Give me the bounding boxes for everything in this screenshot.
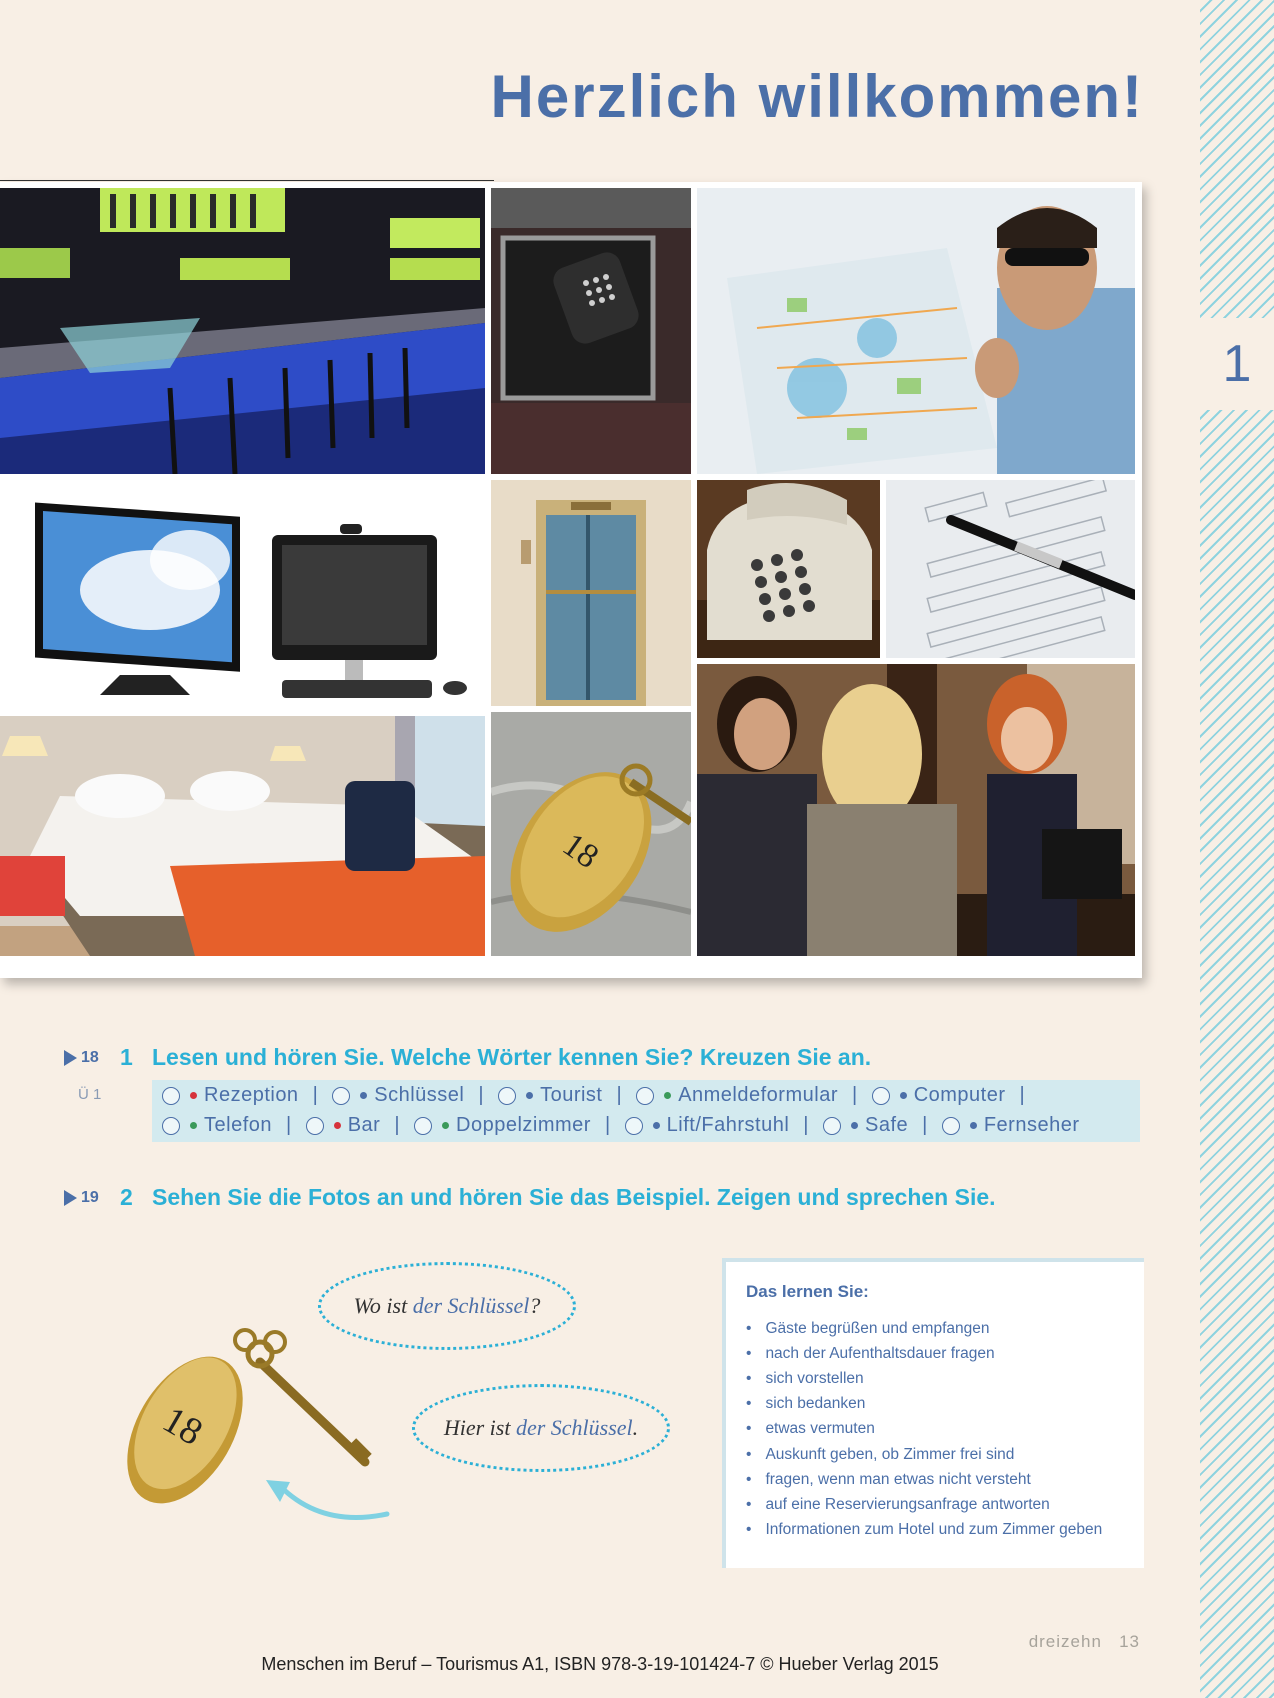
learning-goals-title: Das lernen Sie: [746, 1282, 869, 1301]
photo-room-key [491, 712, 691, 956]
learning-goal-item: • Informationen zum Hotel und zum Zimmer geben [746, 1518, 1102, 1543]
vocabulary-word: Safe [864, 1114, 909, 1136]
vocabulary-item[interactable] [942, 1114, 1080, 1137]
photo-collage [0, 182, 1142, 978]
separator: | [922, 1114, 928, 1136]
photo-reception [697, 664, 1135, 956]
checkbox-circle-icon[interactable] [414, 1117, 432, 1135]
gender-dot [900, 1092, 907, 1099]
vocabulary-word: Doppelzimmer [456, 1114, 591, 1136]
learning-goal-item: • Auskunft geben, ob Zimmer frei sind [746, 1442, 1102, 1467]
play-triangle-icon [64, 1190, 77, 1206]
vocabulary-item[interactable] [414, 1114, 591, 1137]
page-title: Herzlich willkommen! [490, 63, 1144, 130]
gender-dot [653, 1122, 660, 1129]
vocabulary-word: Fernseher [983, 1114, 1080, 1136]
vocabulary-item[interactable] [306, 1114, 381, 1137]
vocabulary-word: Tourist [540, 1084, 603, 1106]
vocabulary-word: Anmeldeformular [678, 1084, 838, 1106]
vocabulary-item[interactable] [498, 1084, 602, 1107]
gender-dot [664, 1092, 671, 1099]
photo-elevator [491, 480, 691, 706]
checkbox-circle-icon[interactable] [162, 1117, 180, 1135]
title-rule [0, 180, 494, 181]
separator: | [803, 1114, 809, 1136]
vocabulary-word: Rezeption [204, 1084, 299, 1106]
photo-safe [491, 188, 691, 474]
learning-goal-item: • etwas vermuten [746, 1417, 1102, 1442]
learning-goal-item: • auf eine Reservierungsanfrage antworten [746, 1492, 1102, 1517]
vocabulary-line-1 [162, 1084, 1039, 1107]
gender-dot [190, 1092, 197, 1099]
checkbox-circle-icon[interactable] [162, 1087, 180, 1105]
gender-dot [851, 1122, 858, 1129]
exercise-1-heading [64, 1044, 871, 1071]
learning-goals-list [746, 1316, 1102, 1543]
learning-goals-box [722, 1258, 1144, 1568]
curved-arrow-icon [262, 1472, 392, 1532]
footer-copyright: Menschen im Beruf – Tourismus A1, ISBN 978-3-19-101424-7 © Hueber Verlag 2015 [261, 1654, 939, 1674]
exercise-2-heading [64, 1184, 996, 1211]
audio-track-19[interactable]: 19 [64, 1189, 120, 1207]
separator: | [851, 1084, 858, 1106]
vocabulary-item[interactable] [332, 1084, 464, 1107]
checkbox-circle-icon[interactable] [823, 1117, 841, 1135]
vocabulary-checklist [152, 1080, 1140, 1142]
vocabulary-word: Telefon [204, 1114, 272, 1136]
gender-dot [442, 1122, 449, 1129]
learning-goal-item: • fragen, wenn man etwas nicht versteht [746, 1467, 1102, 1492]
vocabulary-word: Schlüssel [374, 1084, 465, 1106]
gender-dot [526, 1092, 533, 1099]
photo-telephone [697, 480, 880, 658]
page-number: dreizehn 13 [1028, 1632, 1140, 1651]
chapter-number: 1 [1200, 318, 1274, 410]
gender-dot [190, 1122, 197, 1129]
vocabulary-line-2 [162, 1114, 1080, 1137]
checkbox-circle-icon[interactable] [306, 1117, 324, 1135]
checkbox-circle-icon[interactable] [872, 1087, 890, 1105]
exercise-instruction: Lesen und hören Sie. Welche Wörter kennen Sie? Kreuzen Sie an. [152, 1044, 872, 1070]
checkbox-circle-icon[interactable] [636, 1087, 654, 1105]
workbook-reference: Ü 1 [78, 1086, 102, 1103]
checkbox-circle-icon[interactable] [498, 1087, 516, 1105]
key-tag-number: 18 [155, 1398, 210, 1454]
checkbox-circle-icon[interactable] [942, 1117, 960, 1135]
gender-dot [334, 1122, 341, 1129]
vocabulary-item[interactable] [872, 1084, 1006, 1107]
learning-goal-item: • nach der Aufenthaltsdauer fragen [746, 1341, 1102, 1366]
play-triangle-icon [64, 1050, 77, 1066]
vocabulary-word: Bar [347, 1114, 381, 1136]
photo-double-room [0, 716, 485, 956]
separator: | [1019, 1084, 1026, 1106]
vocabulary-word: Computer [913, 1084, 1006, 1106]
separator: | [616, 1084, 623, 1106]
vocabulary-item[interactable] [636, 1084, 838, 1107]
gender-dot [360, 1092, 367, 1099]
checkbox-circle-icon[interactable] [625, 1117, 643, 1135]
photo-registration-form [886, 480, 1135, 658]
separator: | [478, 1084, 485, 1106]
learning-goal-item: • Gäste begrüßen und empfangen [746, 1316, 1102, 1341]
learning-goal-item: • sich vorstellen [746, 1366, 1102, 1391]
checkbox-circle-icon[interactable] [332, 1087, 350, 1105]
svg-text:18: 18 [555, 826, 606, 876]
exercise-instruction: Sehen Sie die Fotos an und hören Sie das Beispiel. Zeigen und sprechen Sie. [152, 1184, 996, 1210]
vocabulary-item[interactable] [162, 1114, 272, 1137]
vocabulary-item[interactable] [823, 1114, 908, 1137]
speech-bubble-answer: Hier ist der Schlüssel . [412, 1384, 670, 1472]
audio-track-18[interactable]: 18 [64, 1049, 120, 1067]
separator: | [286, 1114, 292, 1136]
separator: | [394, 1114, 401, 1136]
hatched-margin [1200, 0, 1274, 1698]
learning-goal-item: • sich bedanken [746, 1392, 1102, 1417]
gender-dot [970, 1122, 977, 1129]
vocabulary-item[interactable] [625, 1114, 790, 1137]
exercise-number: 1 [120, 1044, 133, 1070]
vocabulary-word: Lift/Fahrstuhl [666, 1114, 790, 1136]
vocabulary-item[interactable] [162, 1084, 299, 1107]
photo-tv-and-computer [0, 480, 485, 710]
speech-bubble-question: Wo ist der Schlüssel ? [318, 1262, 576, 1350]
separator: | [604, 1114, 611, 1136]
exercise-number: 2 [120, 1184, 133, 1210]
separator: | [312, 1084, 319, 1106]
photo-bar [0, 188, 485, 474]
photo-tourist-with-map [697, 188, 1135, 474]
